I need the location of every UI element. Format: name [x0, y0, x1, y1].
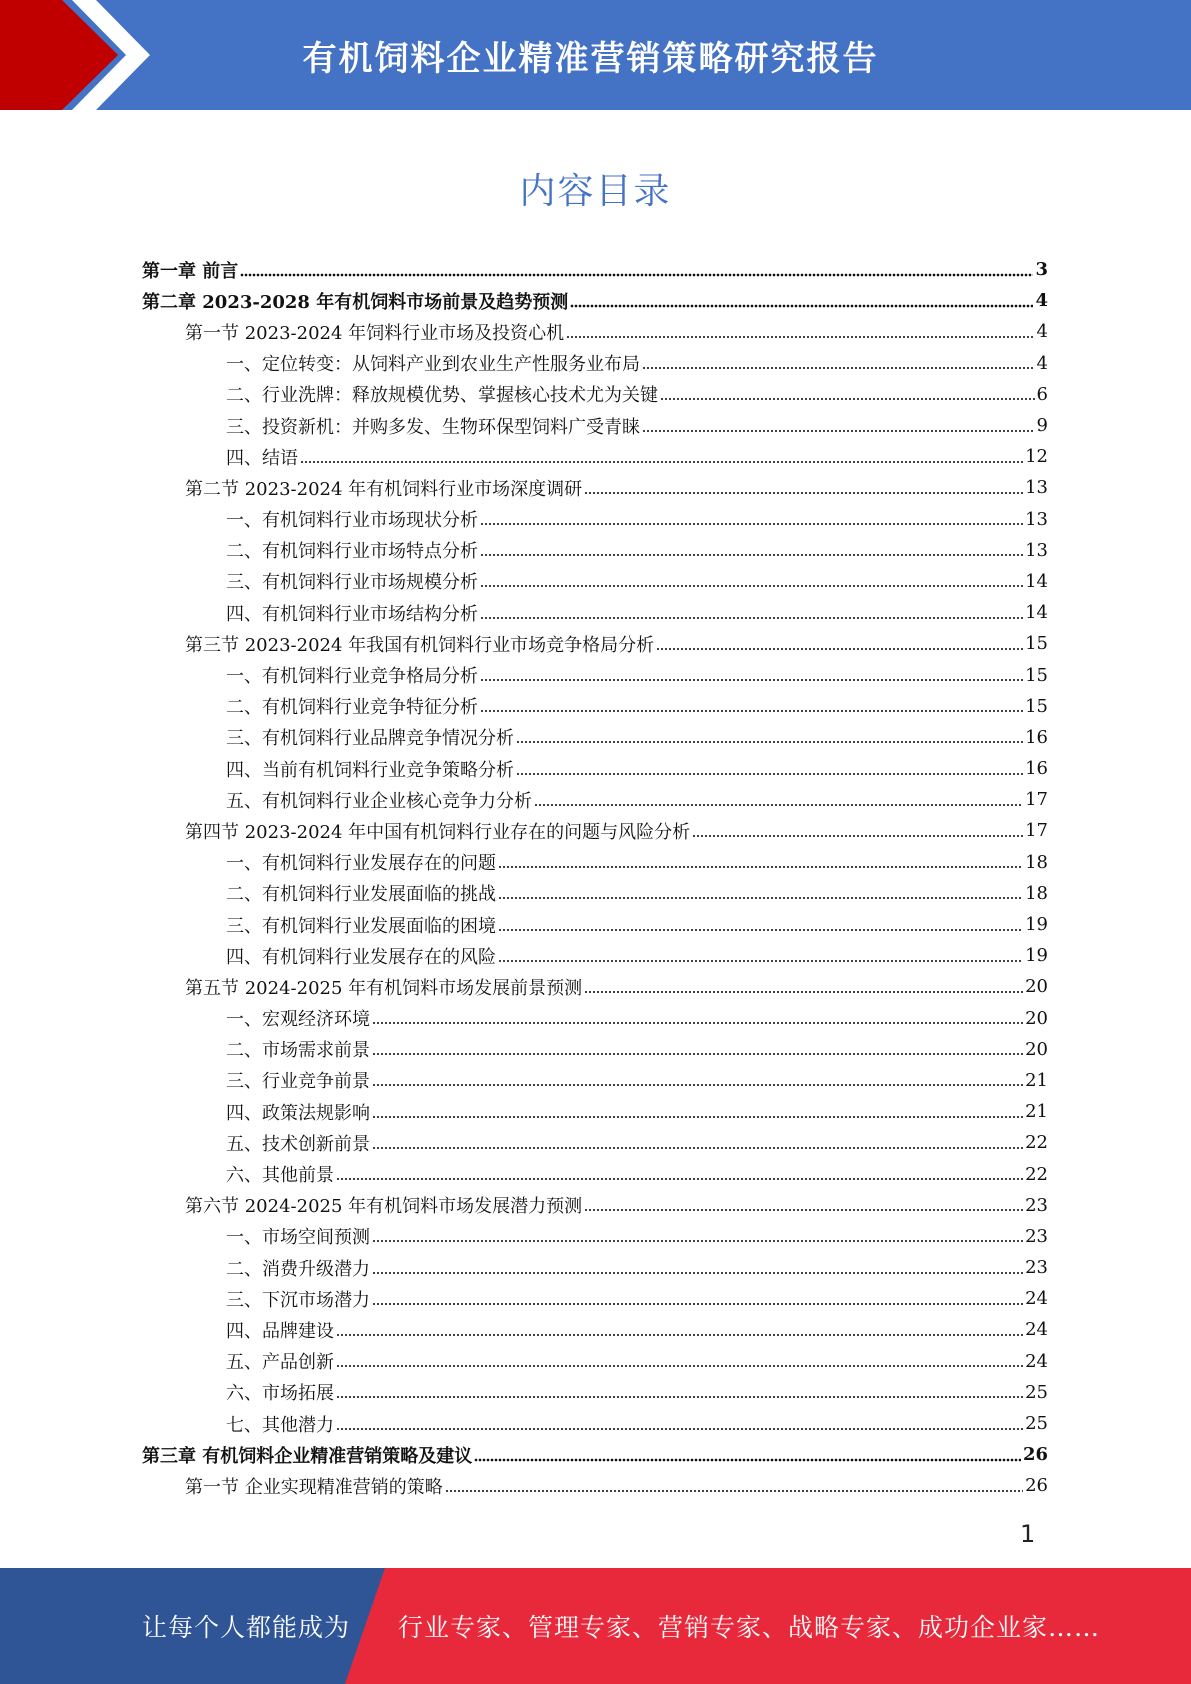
- toc-entry-page: 16: [1025, 726, 1048, 748]
- toc-leader-dots: [570, 304, 1033, 308]
- toc-entry-text: 第一章 前言: [142, 260, 239, 282]
- toc-entry-page: 4: [1035, 290, 1048, 312]
- toc-entry-text: 第二节 2023-2024 年有机饲料行业市场深度调研: [185, 478, 583, 500]
- toc-entry[interactable]: [142, 940, 1048, 971]
- toc-entry-text: 第三章 有机饲料企业精准营销策略及建议: [142, 1445, 473, 1467]
- toc-entry-page: 15: [1025, 695, 1048, 717]
- toc-entry[interactable]: [142, 348, 1048, 379]
- toc-entry-page: 22: [1025, 1163, 1048, 1185]
- toc-leader-dots: [516, 772, 1023, 776]
- toc-entry[interactable]: [142, 1252, 1048, 1283]
- toc-entry[interactable]: [142, 254, 1048, 285]
- toc-leader-dots: [534, 803, 1023, 807]
- toc-entry-text: 五、产品创新: [226, 1352, 334, 1374]
- toc-entry-page: 19: [1025, 914, 1048, 936]
- toc-entry-text: 第一节 企业实现精准营销的策略: [185, 1476, 443, 1498]
- toc-entry[interactable]: [142, 535, 1048, 566]
- toc-leader-dots: [336, 1177, 1023, 1181]
- toc-entry-text: 第四节 2023-2024 年中国有机饲料行业存在的问题与风险分析: [185, 821, 691, 843]
- toc-entry[interactable]: [142, 1065, 1048, 1096]
- toc-entry-page: 23: [1025, 1194, 1048, 1216]
- toc-entry[interactable]: [142, 1158, 1048, 1189]
- toc-leader-dots: [372, 1146, 1023, 1150]
- toc-leader-dots: [584, 491, 1023, 495]
- toc-entry[interactable]: [142, 1096, 1048, 1127]
- toc-leader-dots: [480, 522, 1023, 526]
- toc-leader-dots: [516, 740, 1023, 744]
- toc-entry[interactable]: [142, 971, 1048, 1002]
- toc-entry[interactable]: [142, 472, 1048, 503]
- toc-entry-page: 18: [1025, 851, 1048, 873]
- toc-leader-dots: [336, 1395, 1023, 1399]
- page-number: 1: [1020, 1520, 1036, 1548]
- toc-entry[interactable]: [142, 1439, 1048, 1470]
- toc-entry[interactable]: [142, 441, 1048, 472]
- toc-entry-text: 二、有机饲料行业市场特点分析: [226, 541, 478, 563]
- toc-entry[interactable]: [142, 504, 1048, 535]
- toc-entry-page: 4: [1036, 352, 1048, 374]
- toc-entry-text: 三、有机饲料行业发展面临的困境: [226, 915, 496, 937]
- toc-entry-text: 二、行业洗牌：释放规模优势、掌握核心技术尤为关键: [226, 385, 658, 407]
- toc-entry[interactable]: [142, 1003, 1048, 1034]
- toc-entry-page: 17: [1025, 820, 1048, 842]
- toc-entry-page: 16: [1025, 758, 1048, 780]
- toc-entry-page: 26: [1025, 1475, 1048, 1497]
- toc-title: 内容目录: [519, 171, 672, 212]
- toc-leader-dots: [584, 1208, 1023, 1212]
- toc-entry[interactable]: [142, 1190, 1048, 1221]
- toc-entry-page: 20: [1025, 976, 1048, 998]
- toc-leader-dots: [498, 959, 1023, 963]
- toc-entry-text: 三、下沉市场潜力: [226, 1289, 370, 1311]
- toc-entry-text: 三、行业竞争前景: [226, 1071, 370, 1093]
- toc-leader-dots: [660, 397, 1035, 401]
- toc-leader-dots: [336, 1364, 1023, 1368]
- toc-entry-text: 一、宏观经济环境: [226, 1009, 370, 1031]
- toc-leader-dots: [372, 1302, 1023, 1306]
- toc-entry-text: 三、投资新机：并购多发、生物环保型饲料广受青睐: [226, 416, 640, 438]
- toc-entry-page: 14: [1025, 570, 1048, 592]
- toc-leader-dots: [372, 1271, 1023, 1275]
- toc-leader-dots: [584, 990, 1023, 994]
- toc-entry-text: 四、政策法规影响: [226, 1102, 370, 1124]
- toc-entry[interactable]: [142, 691, 1048, 722]
- toc-entry[interactable]: [142, 566, 1048, 597]
- toc-leader-dots: [372, 1083, 1023, 1087]
- toc-entry-text: 第六节 2024-2025 年有机饲料市场发展潜力预测: [185, 1196, 583, 1218]
- toc-entry[interactable]: [142, 1283, 1048, 1314]
- toc-entry-page: 21: [1025, 1069, 1048, 1091]
- footer-slogan-right: 行业专家、管理专家、营销专家、战略专家、成功企业家……: [398, 1613, 1101, 1642]
- toc-leader-dots: [372, 1115, 1023, 1119]
- toc-entry-page: 17: [1025, 789, 1048, 811]
- toc-entry-text: 四、当前有机饲料行业竞争策略分析: [226, 759, 514, 781]
- toc-entry-page: 26: [1022, 1444, 1048, 1466]
- toc-entry-page: 4: [1036, 321, 1048, 343]
- toc-entry-page: 15: [1025, 664, 1048, 686]
- toc-entry-text: 一、定位转变：从饲料产业到农业生产性服务业布局: [226, 354, 640, 376]
- toc-leader-dots: [498, 865, 1023, 869]
- toc-entry[interactable]: [142, 1408, 1048, 1439]
- toc-entry-page: 12: [1025, 446, 1048, 468]
- toc-entry[interactable]: [142, 909, 1048, 940]
- toc-entry-page: 25: [1025, 1381, 1048, 1403]
- toc-entry-text: 三、有机饲料行业品牌竞争情况分析: [226, 728, 514, 750]
- toc-entry-text: 第一节 2023-2024 年饲料行业市场及投资心机: [185, 322, 565, 344]
- toc-entry-page: 6: [1036, 383, 1048, 405]
- toc-entry-text: 二、消费升级潜力: [226, 1258, 370, 1280]
- toc-entry-page: 24: [1025, 1350, 1048, 1372]
- toc-entry[interactable]: [142, 878, 1048, 909]
- toc-entry-page: 18: [1025, 882, 1048, 904]
- toc-entry-page: 24: [1025, 1288, 1048, 1310]
- toc-leader-dots: [480, 553, 1023, 557]
- toc-entry-text: 五、技术创新前景: [226, 1133, 370, 1155]
- toc-leader-dots: [692, 834, 1023, 838]
- toc-leader-dots: [656, 647, 1023, 651]
- toc-leader-dots: [300, 460, 1023, 464]
- toc-entry-text: 一、市场空间预测: [226, 1227, 370, 1249]
- table-of-contents: [142, 254, 1048, 1502]
- toc-entry-page: 9: [1036, 415, 1048, 437]
- toc-entry-text: 六、其他前景: [226, 1165, 334, 1187]
- toc-leader-dots: [445, 1489, 1023, 1493]
- toc-entry[interactable]: [142, 659, 1048, 690]
- toc-entry-page: 23: [1025, 1257, 1048, 1279]
- header-banner: [0, 0, 1191, 110]
- toc-entry[interactable]: [142, 379, 1048, 410]
- toc-entry[interactable]: [142, 316, 1048, 347]
- toc-leader-dots: [336, 1333, 1023, 1337]
- toc-entry[interactable]: [142, 410, 1048, 441]
- toc-entry-page: 20: [1025, 1038, 1048, 1060]
- toc-entry-text: 四、品牌建设: [226, 1320, 334, 1342]
- toc-entry-page: 21: [1025, 1101, 1048, 1123]
- toc-leader-dots: [642, 429, 1035, 433]
- toc-entry-page: 23: [1025, 1225, 1048, 1247]
- toc-entry-text: 一、有机饲料行业竞争格局分析: [226, 666, 478, 688]
- toc-entry-page: 13: [1025, 539, 1048, 561]
- toc-leader-dots: [372, 1239, 1023, 1243]
- toc-entry[interactable]: [142, 753, 1048, 784]
- report-title: 有机饲料企业精准营销策略研究报告: [302, 38, 879, 79]
- toc-leader-dots: [336, 1427, 1023, 1431]
- toc-entry-text: 四、有机饲料行业市场结构分析: [226, 603, 478, 625]
- toc-leader-dots: [480, 616, 1023, 620]
- toc-entry-page: 14: [1025, 602, 1048, 624]
- toc-leader-dots: [372, 1021, 1023, 1025]
- toc-entry-text: 五、有机饲料行业企业核心竞争力分析: [226, 790, 532, 812]
- toc-entry-text: 三、有机饲料行业市场规模分析: [226, 572, 478, 594]
- toc-entry-text: 二、有机饲料行业发展面临的挑战: [226, 884, 496, 906]
- toc-leader-dots: [642, 366, 1035, 370]
- footer-banner: [0, 1568, 1191, 1684]
- toc-entry-page: 15: [1025, 633, 1048, 655]
- toc-entry-page: 25: [1025, 1413, 1048, 1435]
- toc-entry[interactable]: [142, 815, 1048, 846]
- toc-entry-text: 第三节 2023-2024 年我国有机饲料行业市场竞争格局分析: [185, 634, 655, 656]
- toc-entry[interactable]: [142, 1127, 1048, 1158]
- toc-entry-text: 一、有机饲料行业市场现状分析: [226, 510, 478, 532]
- toc-entry-page: 13: [1025, 477, 1048, 499]
- header-arrow-decoration: [0, 0, 180, 110]
- toc-entry-page: 22: [1025, 1132, 1048, 1154]
- toc-entry-page: 13: [1025, 508, 1048, 530]
- toc-entry[interactable]: [142, 285, 1048, 316]
- toc-entry[interactable]: [142, 597, 1048, 628]
- toc-entry[interactable]: [142, 1346, 1048, 1377]
- toc-entry[interactable]: [142, 628, 1048, 659]
- toc-leader-dots: [480, 678, 1023, 682]
- toc-leader-dots: [480, 709, 1023, 713]
- toc-entry-text: 四、有机饲料行业发展存在的风险: [226, 946, 496, 968]
- toc-entry-text: 二、市场需求前景: [226, 1040, 370, 1062]
- toc-entry-page: 24: [1025, 1319, 1048, 1341]
- toc-entry-page: 19: [1025, 945, 1048, 967]
- toc-entry-text: 一、有机饲料行业发展存在的问题: [226, 853, 496, 875]
- toc-entry[interactable]: [142, 847, 1048, 878]
- toc-entry-text: 第五节 2024-2025 年有机饲料市场发展前景预测: [185, 977, 583, 999]
- toc-leader-dots: [480, 584, 1023, 588]
- toc-entry-text: 二、有机饲料行业竞争特征分析: [226, 697, 478, 719]
- toc-entry-page: 3: [1035, 259, 1048, 281]
- toc-leader-dots: [474, 1458, 1021, 1462]
- toc-entry[interactable]: [142, 784, 1048, 815]
- toc-entry[interactable]: [142, 1034, 1048, 1065]
- toc-entry[interactable]: [142, 722, 1048, 753]
- toc-leader-dots: [372, 1052, 1023, 1056]
- toc-leader-dots: [566, 335, 1034, 339]
- toc-entry-text: 四、结语: [226, 447, 298, 469]
- toc-leader-dots: [498, 928, 1023, 932]
- footer-slogan-left: 让每个人都能成为: [142, 1613, 351, 1642]
- toc-entry-text: 七、其他潜力: [226, 1414, 334, 1436]
- toc-entry[interactable]: [142, 1377, 1048, 1408]
- toc-entry[interactable]: [142, 1314, 1048, 1345]
- toc-entry[interactable]: [142, 1470, 1048, 1501]
- toc-entry-page: 20: [1025, 1007, 1048, 1029]
- toc-entry-text: 六、市场拓展: [226, 1383, 334, 1405]
- toc-leader-dots: [240, 273, 1033, 277]
- toc-entry-text: 第二章 2023-2028 年有机饲料市场前景及趋势预测: [142, 291, 569, 313]
- toc-entry[interactable]: [142, 1221, 1048, 1252]
- toc-leader-dots: [498, 896, 1023, 900]
